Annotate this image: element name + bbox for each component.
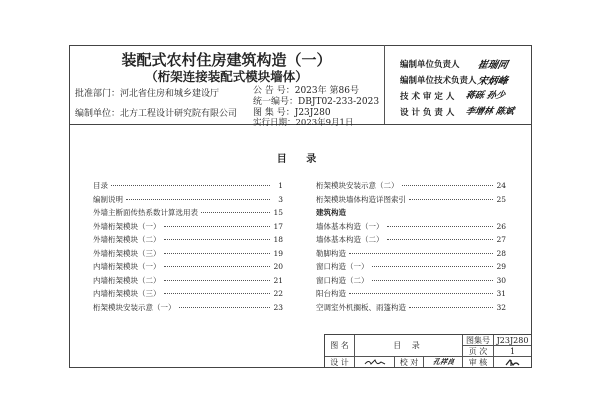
toc-entry-label: 内墙桁架模块（三） <box>93 289 161 298</box>
toc-entry-page: 15 <box>273 208 283 217</box>
toc-entry[interactable] <box>93 248 283 260</box>
effective-date: 实行日期：2023年9月1日 <box>253 118 354 128</box>
toc-entry-page: 19 <box>273 248 283 258</box>
toc-entry-page: 27 <box>496 235 506 244</box>
leader-dots <box>349 253 493 254</box>
toc-entry-page: 23 <box>273 302 283 312</box>
page-value: 1 <box>494 346 531 357</box>
document-subtitle: （桁架连接装配式模块墙体） <box>145 69 308 84</box>
leader-dots <box>201 212 270 213</box>
role-approver: 技 术 审 定 人 <box>400 92 455 102</box>
toc-entry-label: 建筑构造 <box>316 208 346 217</box>
signature-approver: 蒋砾 孙少 <box>464 91 506 101</box>
toc-entry-page: 28 <box>496 248 506 258</box>
leader-dots <box>164 293 271 294</box>
toc-entry-label: 阳台构造 <box>316 289 346 298</box>
toc-entry-page: 26 <box>496 221 506 231</box>
toc-entry-label: 桁架模块安装示意（一） <box>93 302 176 312</box>
toc-entry-page: 22 <box>273 289 283 298</box>
toc-entry[interactable] <box>93 194 283 206</box>
toc-entry[interactable] <box>316 275 506 287</box>
check-label: 校 对 <box>395 357 424 367</box>
role-compiler-head: 编制单位负责人 <box>400 60 460 70</box>
leader-dots <box>349 293 493 294</box>
toc-entry-page: 25 <box>496 194 506 204</box>
toc-entry-page: 1 <box>278 181 283 190</box>
check-signature: 孔祥良 <box>431 357 455 366</box>
unified-number: 统一编号：DBJT02-233-2023 <box>253 97 380 107</box>
toc-entry-label: 内墙桁架模块（一） <box>93 262 161 271</box>
drawing-name-value: 目 录 <box>355 335 463 357</box>
design-signature <box>355 357 395 367</box>
toc-entry[interactable] <box>93 302 283 314</box>
atlas-number: 图 集 号：J23J280 <box>253 108 331 118</box>
page-label: 页 次 <box>463 346 494 357</box>
signature-design-head: 李增林 陈斌 <box>464 107 515 117</box>
toc-entry-label: 墙体基本构造（二） <box>316 235 384 244</box>
toc-entry-page: 30 <box>496 275 506 285</box>
toc-entry-label: 窗口构造（一） <box>316 262 369 271</box>
atlas-number-value: J23J280 <box>494 335 531 346</box>
toc-entry-label: 桁架模块墙体构造详图索引 <box>316 194 406 204</box>
signature-tech-head: 宋炳峰 <box>476 76 509 87</box>
check-signature-cell <box>424 357 463 367</box>
leader-dots <box>409 199 493 200</box>
leader-dots <box>387 226 494 227</box>
leader-dots <box>409 307 493 308</box>
toc-entry[interactable] <box>316 234 506 246</box>
toc-entry-page: 18 <box>273 235 283 244</box>
leader-dots <box>164 280 271 281</box>
toc-entry[interactable] <box>316 180 506 192</box>
toc-title: 目 录 <box>276 154 325 165</box>
leader-dots <box>164 239 271 240</box>
toc-entry-page: 29 <box>496 262 506 271</box>
role-tech-head: 编制单位技术负责人 <box>400 76 477 86</box>
toc-entry-page: 17 <box>273 221 283 231</box>
review-label: 审 核 <box>463 357 494 367</box>
toc-entry-label: 编制说明 <box>93 194 123 204</box>
toc-entry-page: 31 <box>496 289 506 298</box>
toc-entry[interactable] <box>316 261 506 273</box>
toc-entry-label: 桁架模块安装示意（二） <box>316 181 399 190</box>
toc-entry[interactable] <box>93 180 283 192</box>
toc-entry-label: 窗口构造（二） <box>316 275 369 285</box>
atlas-number-label: 图集号 <box>463 335 494 346</box>
toc-entry[interactable] <box>93 288 283 300</box>
toc-entry-page: 20 <box>273 262 283 271</box>
review-signature <box>494 357 531 367</box>
toc-entry-label: 外墙桁架模块（二） <box>93 235 161 244</box>
announcement-number: 公 告 号：2023年 第86号 <box>253 86 359 96</box>
toc-entry-label: 空调室外机搁板、雨篷构造 <box>316 302 406 312</box>
toc-entry[interactable] <box>316 288 506 300</box>
toc-entry-page: 24 <box>496 181 506 190</box>
toc-entry-label: 勒脚构造 <box>316 248 346 258</box>
leader-dots <box>164 266 271 267</box>
toc-entry[interactable] <box>93 261 283 273</box>
role-design-head: 设 计 负 责 人 <box>400 108 455 118</box>
toc-entry[interactable] <box>93 234 283 246</box>
toc-entry-page: 21 <box>273 275 283 285</box>
toc-entry[interactable] <box>316 248 506 260</box>
leader-dots <box>372 266 494 267</box>
leader-dots <box>179 307 271 308</box>
toc-entry-label: 内墙桁架模块（二） <box>93 275 161 285</box>
leader-dots <box>402 185 494 186</box>
compiler-unit: 编制单位：北方工程设计研究院有限公司 <box>75 109 238 119</box>
leader-dots <box>164 253 271 254</box>
toc-entry-label: 外墙桁架模块（三） <box>93 248 161 258</box>
toc-entry-page: 3 <box>278 194 283 204</box>
toc-entry[interactable] <box>316 207 506 219</box>
leader-dots <box>126 199 270 200</box>
toc-entry-label: 目录 <box>93 181 108 190</box>
toc-entry-page: 32 <box>496 302 506 312</box>
toc-entry[interactable] <box>316 221 506 233</box>
toc-entry[interactable] <box>93 221 283 233</box>
toc-entry[interactable] <box>316 302 506 314</box>
toc-entry-label: 墙体基本构造（一） <box>316 221 384 231</box>
title-block <box>324 334 532 368</box>
signature-compiler-head: 崔瑞同 <box>476 60 509 71</box>
header-vertical-divider <box>384 45 385 124</box>
leader-dots <box>387 239 494 240</box>
leader-dots <box>372 280 494 281</box>
toc-entry-label: 外墙桁架模块（一） <box>93 221 161 231</box>
document-title: 装配式农村住房建筑构造（一） <box>121 51 332 69</box>
toc-entry[interactable] <box>93 207 283 219</box>
leader-dots <box>111 185 270 186</box>
toc-entry[interactable] <box>316 194 506 206</box>
design-label: 设 计 <box>325 357 355 367</box>
drawing-name-label: 图 名 <box>325 335 355 357</box>
toc-entry[interactable] <box>93 275 283 287</box>
toc-entry-label: 外墙主断面传热系数计算选用表 <box>93 208 198 217</box>
leader-dots <box>164 226 271 227</box>
approval-dept: 批准部门：河北省住房和城乡建设厅 <box>75 89 220 99</box>
